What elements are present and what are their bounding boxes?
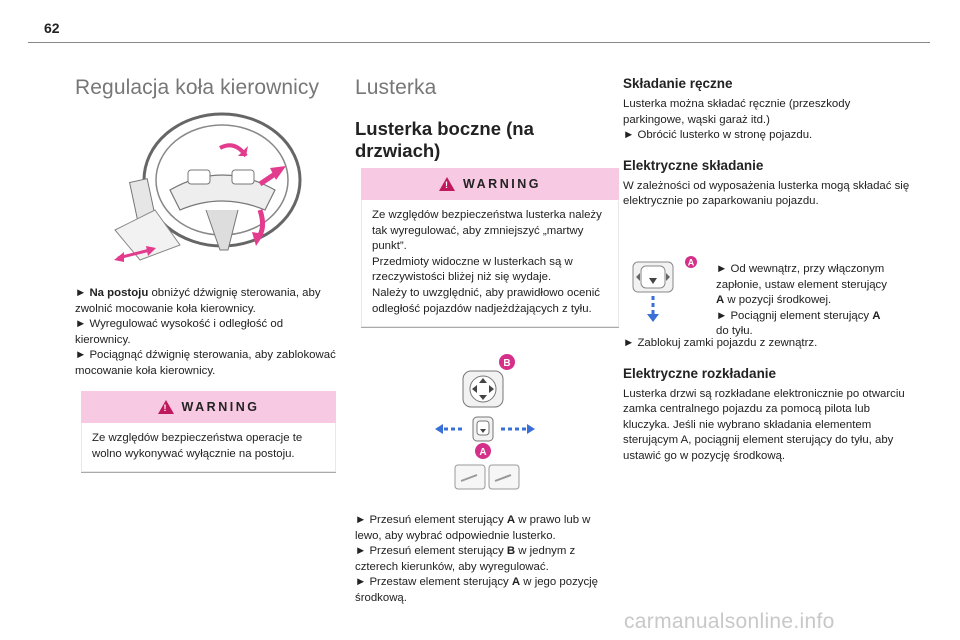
manual-folding-step: ► Obrócić lusterko w stronę pojazdu. <box>623 129 813 142</box>
step-2-pre: Przesuń element sterujący <box>369 545 507 558</box>
title-manual-folding: Składanie ręczne <box>623 76 733 91</box>
title-electric-folding: Elektryczne składanie <box>623 157 764 173</box>
step-1-post: w prawo lub w lewo, aby wybrać odpowiednie lusterko. <box>355 514 591 542</box>
lock-step: ► Zablokuj zamki pojazdu z zewnątrz. <box>623 337 818 349</box>
step-1-pre: Przesuń element sterujący <box>369 514 507 526</box>
manual-step-text: Obrócić lusterko w stronę pojazdu. <box>637 129 813 142</box>
manual-folding-text: Lusterka można składać ręcznie (przeszkody parkingowe, wąski garaż itd.) <box>623 98 851 126</box>
warning-text: Ze względów bezpieczeństwa operacje te wolno wykonywać wyłącznie na postoju. <box>81 423 336 472</box>
title-electric-unfolding: Elektryczne rozkładanie <box>623 365 777 381</box>
step-3-bold: A <box>511 576 521 589</box>
mirror-control-illustration <box>435 353 545 493</box>
step-1: ► Przesuń element sterujący A w prawo lub w lewo, aby wybrać odpowiednie lusterko. <box>355 514 591 542</box>
warning-header <box>361 168 619 200</box>
subsection-title-side-mirrors: Lusterka boczne (na drzwiach) <box>355 118 534 161</box>
page-number: 62 <box>44 20 60 36</box>
warning-text <box>361 200 619 327</box>
warning-header <box>81 391 336 423</box>
mirrors-warning-box <box>361 168 619 328</box>
step-3-text: Pociągnąć dźwignię sterowania, aby zablokować mocowanie koła kierownicy. <box>75 349 336 377</box>
column-mirrors <box>355 58 620 604</box>
electric-steps <box>716 262 896 340</box>
section-title-steering: Regulacja koła kierownicy <box>75 76 320 99</box>
warning-line-1: Ze względów bezpieczeństwa lusterka należy tak wyregulować, aby zmniejszyć „martwy punkt”. <box>372 209 602 253</box>
step-2: ► Przesuń element sterujący B w jednym z czterech kierunków, aby wyregulować. <box>355 545 576 573</box>
electric-step-2-post: do tyłu. <box>716 325 753 338</box>
electric-step-2: ► Pociągnij element sterujący A do tyłu. <box>716 309 881 338</box>
step-1-bold: Na postoju <box>89 287 149 299</box>
mirror-steps <box>355 513 620 607</box>
electric-step-2-bold: A <box>872 309 881 322</box>
header-rule <box>28 42 930 43</box>
electric-step-1: ► Od wewnątrz, przy włączonym zapłonie, ustaw element sterujący A w pozycji środkowej. <box>716 263 887 307</box>
column-folding <box>623 58 913 462</box>
step-1-bold: A <box>506 514 516 526</box>
badge-a: A <box>479 447 487 458</box>
watermark: carmanualsonline.info <box>624 610 835 633</box>
steering-warning-box <box>81 391 336 473</box>
electric-step-1-post: w pozycji środkowej. <box>724 294 832 307</box>
step-1: ► Na postoju obniżyć dźwignię sterowania, aby zwolnić mocowanie koła kierownicy. <box>75 287 321 315</box>
electric-unfolding-text: Lusterka drzwi są rozkładane elektronicznie po otwarciu zamka centralnego pojazdu za pomocą pilota lub kluczyka. Jeśli nie wybrano składania elementem sterującym A, pociągnij element sterujący do tyłu, aby ustawić go w pozycję środkową. <box>623 387 905 462</box>
lower-section <box>623 336 913 465</box>
warning-label: WARNING <box>463 177 541 191</box>
electric-step-1-pre: Od wewnątrz, przy włączonym zapłonie, ustaw element sterujący <box>716 263 887 291</box>
step-2: ► Wyregulować wysokość i odległość od kierownicy. <box>75 318 284 346</box>
column-steering <box>75 58 340 460</box>
step-3-post: w jego pozycję środkową. <box>355 576 599 604</box>
section-title-mirrors: Lusterka <box>355 76 437 99</box>
step-2-post: w jednym z czterech kierunków, aby wyregulować. <box>355 545 576 573</box>
warning-icon: ! <box>158 400 174 414</box>
lock-step-text: Zablokuj zamki pojazdu z zewnątrz. <box>637 337 818 349</box>
steering-wheel-illustration <box>110 110 310 270</box>
step-3: ► Pociągnąć dźwignię sterowania, aby zablokować mocowanie koła kierownicy. <box>75 349 336 377</box>
fold-control-icon <box>627 256 697 326</box>
warning-label: WARNING <box>181 400 260 414</box>
step-3-pre: Przestaw element sterujący <box>369 576 512 589</box>
electric-folding-text: W zależności od wyposażenia lusterka mogą składać się elektrycznie po zaparkowaniu pojazdu. <box>623 179 910 208</box>
steering-steps <box>75 286 340 380</box>
step-3: ► Przestaw element sterujący A w jego pozycję środkową. <box>355 576 599 604</box>
warning-line-3: Należy to uwzględnić, aby prawidłowo ocenić odległość pojazdów nadjeżdżających z tyłu. <box>372 286 600 315</box>
step-2-text: Wyregulować wysokość i odległość od kierownicy. <box>75 318 284 346</box>
badge-a: A <box>687 257 695 268</box>
warning-line-2: Przedmioty widoczne w lusterkach są w rzeczywistości bliżej niż się wydaje. <box>372 255 573 284</box>
electric-step-2-pre: Pociągnij element sterujący <box>730 309 873 322</box>
warning-icon: ! <box>439 177 455 191</box>
electric-step-1-bold: A <box>716 294 725 307</box>
badge-b: B <box>503 358 511 369</box>
step-1-text: obniżyć dźwignię sterowania, aby zwolnić mocowanie koła kierownicy. <box>75 287 321 315</box>
step-2-bold: B <box>506 545 516 558</box>
